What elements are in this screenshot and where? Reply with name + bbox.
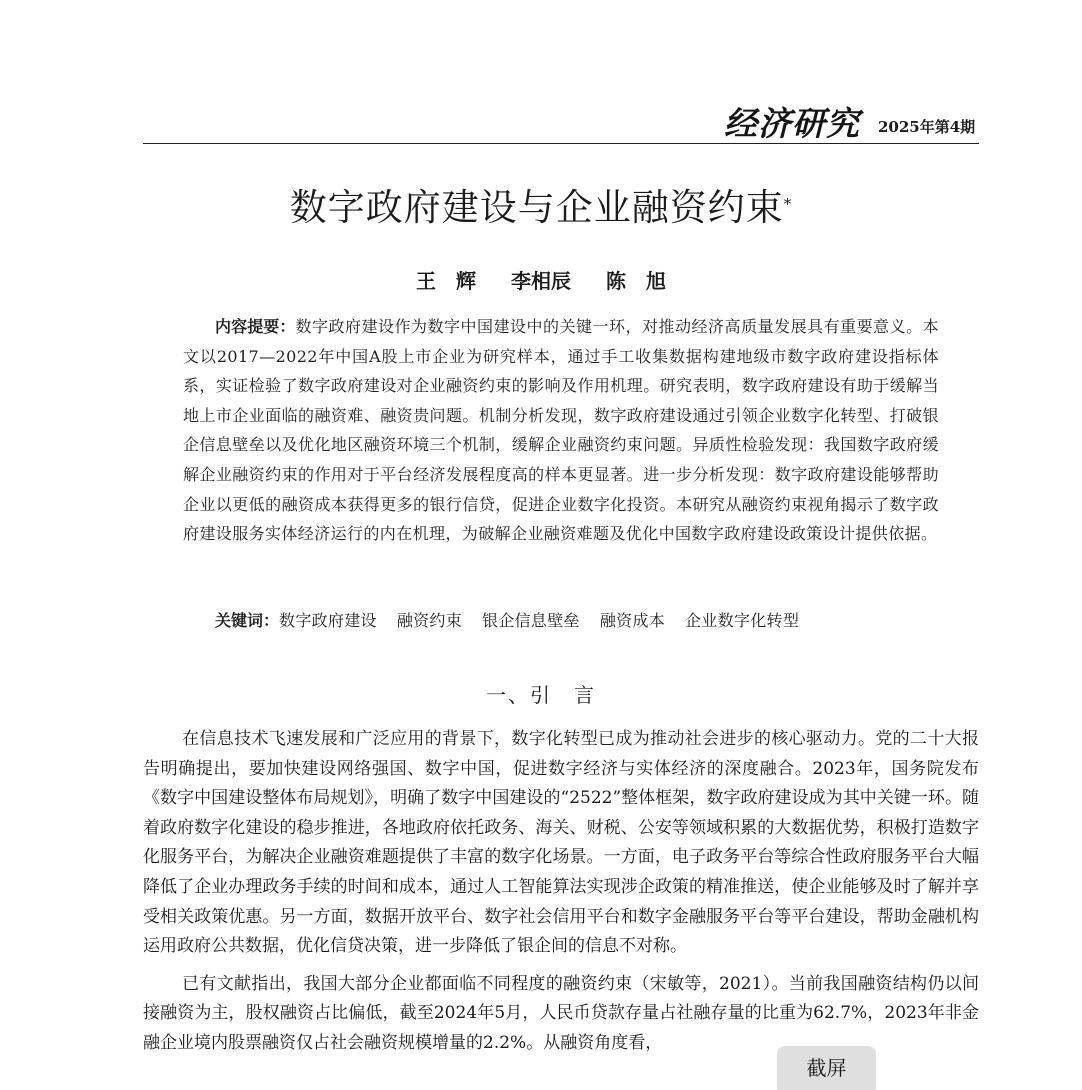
body-paragraph: 已有文献指出，我国大部分企业都面临不同程度的融资约束（宋敏等，2021）。当前我国融资结构仍以间接融资为主，股权融资占比偏低，截至2024年5月，人民币贷款存量占社融存量的比重为62.7%，2023年非金融企业境内股票融资仅占社会融资规模增量的2.2%。从融资角度看， xyxy=(143,973,979,1053)
section-heading: 一、引 言 xyxy=(486,683,596,707)
keyword: 企业数字化转型 xyxy=(685,611,800,630)
abstract-text: 数字政府建设作为数字中国建设中的关键一环，对推动经济高质量发展具有重要意义。本文以2017—2022年中国A股上市企业为研究样本，通过手工收集数据构建地级市数字政府建设指标体系，实证检验了数字政府建设对企业融资约束的影响及作用机理。研究表明，数字政府建设有助于缓解当地上市企业面临的融资难、融资贵问题。机制分析发现，数字政府建设通过引领企业数字化转型、打破银企信息壁垒以及优化地区融资环境三个机制，缓解企业融资约束问题。异质性检验发现：我国数字政府缓解企业融资约束的作用对于平台经济发展程度高的样本更显著。进一步分析发现：数字政府建设能够帮助企业以更低的融资成本获得更多的银行信贷，促进企业数字化投资。本研究从融资约束视角揭示了数字政府建设服务实体经济运行的内在机理，为破解企业融资难题及优化中国数字政府建设政策设计提供依据。 xyxy=(183,317,939,544)
abstract-label: 内容提要： xyxy=(215,317,296,336)
keyword: 数字政府建设 xyxy=(279,611,377,630)
keywords xyxy=(183,606,939,635)
body-text xyxy=(143,725,979,1067)
keyword: 融资约束 xyxy=(396,611,463,630)
issue-label: 2025年第4期 xyxy=(878,118,976,136)
paper-title xyxy=(0,184,1082,232)
keyword: 融资成本 xyxy=(599,611,666,630)
keywords-label: 关键词： xyxy=(215,611,280,630)
body-paragraph: 在信息技术飞速发展和广泛应用的背景下，数字化转型已成为推动社会进步的核心驱动力。党的二十大报告明确提出，要加快建设网络强国、数字中国，促进数字经济与实体经济的深度融合。2023年，国务院发布《数字中国建设整体布局规划》，明确了数字中国建设的“2522”整体框架，数字政府建设成为其中关键一环。随着政府数字化建设的稳步推进，各地政府依托政务、海关、财税、公安等领域积累的大数据优势，积极打造数字化服务平台，为解决企业融资难题提供了丰富的数字化场景。一方面，电子政务平台等综合性政府服务平台大幅降低了企业办理政务手续的时间和成本，通过人工智能算法实现涉企政策的精准推送，使企业能够及时了解并享受相关政策优惠。另一方面，数据开放平台、数字社会信用平台和数字金融服务平台等平台建设，帮助金融机构运用政府公共数据，优化信贷决策，进一步降低了银企间的信息不对称。 xyxy=(143,729,979,957)
title-footnote-mark: * xyxy=(783,195,793,213)
author-name: 王 辉 xyxy=(416,269,477,293)
screenshot-button[interactable]: 截屏 xyxy=(777,1046,876,1090)
journal-logo: 经济研究 xyxy=(724,104,860,143)
abstract xyxy=(183,312,939,549)
author-list xyxy=(0,266,1082,296)
author-name: 李相辰 xyxy=(511,269,571,293)
author-name: 陈 旭 xyxy=(605,269,666,293)
keyword: 银企信息壁垒 xyxy=(482,611,580,630)
paper-title-text: 数字政府建设与企业融资约束 xyxy=(289,186,784,229)
